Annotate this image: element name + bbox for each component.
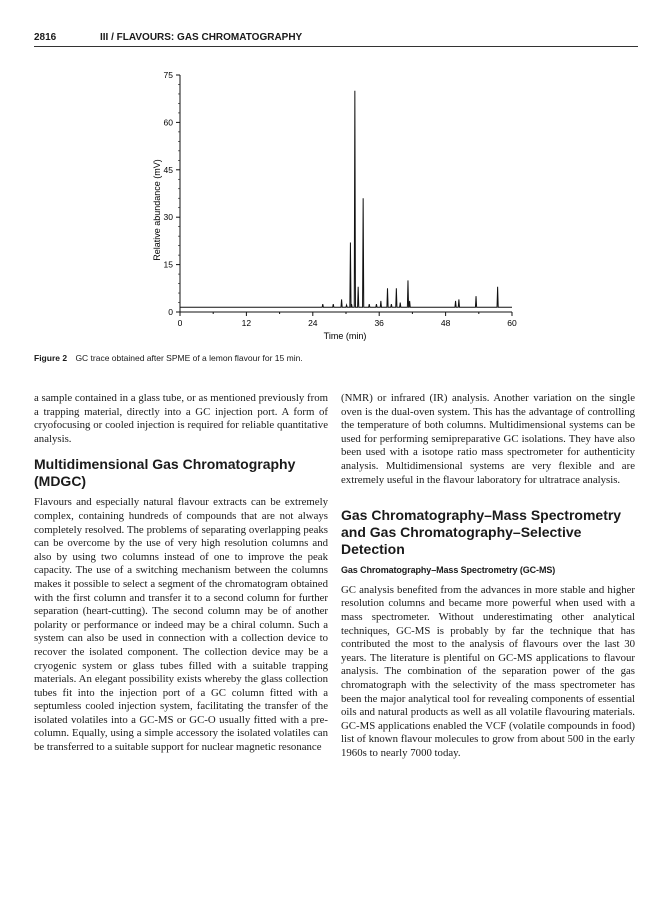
- x-tick-label: 24: [308, 318, 318, 328]
- gc-trace-line: [180, 91, 512, 307]
- page-number: 2816: [34, 32, 57, 43]
- x-tick-label: 36: [374, 318, 384, 328]
- section-heading-gcms: Gas Chromatography–Mass Spectrometry and Gas Chromatography–Selective Detection: [341, 507, 622, 558]
- y-tick-label: 75: [163, 70, 173, 80]
- section-title: III / FLAVOURS: GAS CHROMATOGRAPHY: [100, 32, 303, 43]
- figure-label: Figure 2: [34, 353, 68, 363]
- right-column: [341, 392, 635, 760]
- x-tick-label: 48: [440, 318, 451, 328]
- paragraph: GC analysis benefited from the advances in more stable and higher resolution columns and became more powerful when used with a mass spectrometer. Without underestimating other analytical techniques, GC-MS is probably by far the technique that has contributed the most to the analysis of flavours over the last 30 years. The literature is plentiful on GC-MS applications to flavour analysis. The combination of the separation power of the gas chromatograph with the selectivity of the mass spectrometer has been the major analytical tool for revealing components of essential oils and natural products as well as all volatile flavouring materials. GC-MS applications enabled the VCF (volatile compounds in food) list of known flavour molecules to grow from about 500 in the early 1960s to nearly 7000 today.: [341, 583, 635, 759]
- x-tick-label: 60: [507, 318, 517, 328]
- y-tick-label: 30: [163, 212, 173, 223]
- x-tick-label: 12: [241, 318, 252, 328]
- figure-caption-text: GC trace obtained after SPME of a lemon flavour for 15 min.: [75, 353, 303, 363]
- section-heading-mdgc: Multidimensional Gas Chromatography (MDGC): [34, 456, 296, 490]
- figure-caption: [34, 353, 303, 363]
- x-tick-label: 0: [177, 318, 183, 328]
- running-header: [34, 30, 638, 46]
- chart-ticks: [164, 70, 517, 328]
- header-rule: [34, 46, 638, 47]
- y-tick-label: 45: [163, 164, 173, 175]
- chart-axes: [180, 75, 512, 312]
- y-axis-label: Relative abundance (mV): [152, 159, 162, 261]
- paragraph: Flavours and especially natural flavour extracts can be extremely complex, containing hundreds of compounds that are not always completely resolved. The problems of separating overlapping peaks can be overcome by the use of very high resolution columns and also by using two columns instead of one to improve the peak capacity. The use of a switching mechanism between the columns makes it possible to select a segment of the chromatogram obtained with the first column and transfer it to a second column for further separation (heart-cutting). The second column may be of another polarity or performance or indeed may be a chiral column. Such a system can also be used in connection with a collection device to recover the isolated component. The collection device may be a cryogenic system or glass tubes filled with a suitable trapping materials. An elegant possibility exists whereby the glass collection tubes fit into the injection port of a GC column fitted with a septumless cooled injection system, facilitating the transfer of the isolated volatiles into a GC-MS or GC-O usually fitted with a pre-column. Equally, using a simple accessory the isolated volatiles can be transferred to a suitable support for nuclear magnetic resonance: [34, 496, 328, 754]
- paragraph: (NMR) or infrared (IR) analysis. Another variation on the single oven is the dual-oven system. This has the advantage of controlling the temperature of both columns. Multidimensional systems can be used for performing semipreparative GC isolations. They have also been used with a isotope ratio mass spectrometer for authenticity analysis. Multidimensional systems are very flexible and are extremely useful in the flavour laboratory for ultratrace analysis.: [341, 392, 635, 486]
- left-column: [34, 392, 328, 755]
- paragraph: a sample contained in a glass tube, or as mentioned previously from a trapping material, directly into a GC injection port. A form of cryofocusing or cooled injection is required for reliable quantitative analysis.: [34, 392, 328, 445]
- y-tick-label: 60: [163, 117, 173, 128]
- x-axis-label: Time (min): [323, 331, 367, 341]
- subsection-heading-gcms: Gas Chromatography–Mass Spectrometry (GC-MS): [341, 565, 556, 576]
- y-tick-label: 15: [163, 259, 173, 270]
- y-tick-label: 0: [168, 307, 173, 317]
- gc-trace-chart: [0, 50, 668, 350]
